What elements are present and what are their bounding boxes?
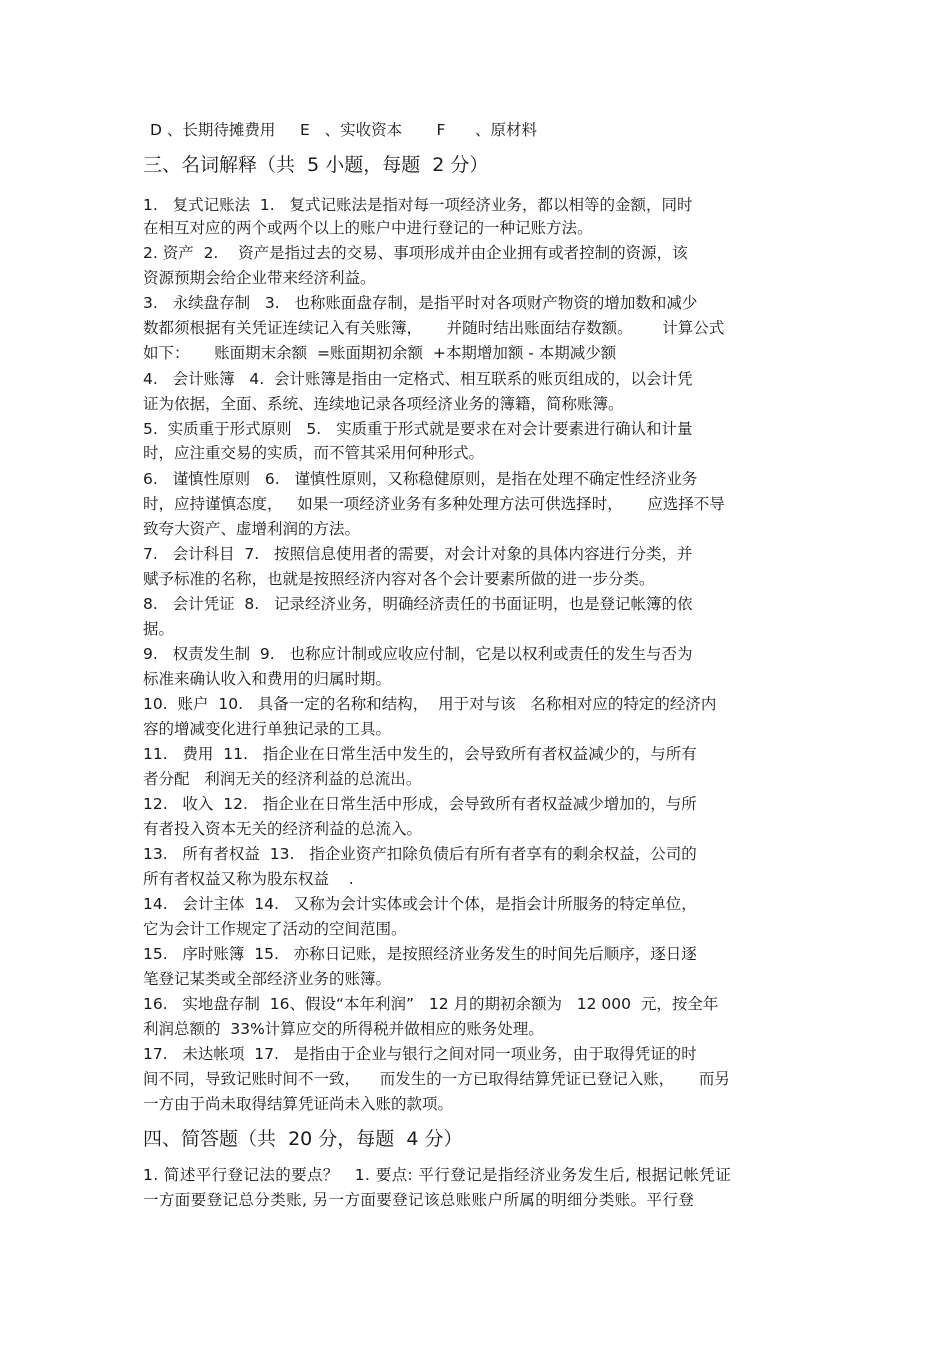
term-line: 5. 实质重于形式原则 5. 实质重于形式就是要求在对会计要素进行确认和计量 bbox=[143, 420, 693, 438]
term-line: 赋予标准的名称，也就是按照经济内容对各个会计要素所做的进一步分类。 bbox=[143, 570, 655, 588]
term-line: 时，应持谨慎态度， 如果一项经济业务有多种处理方法可供选择时， 应选择不导 bbox=[143, 495, 725, 513]
term-line: 证为依据，全面、系统、连续地记录各项经济业务的簿籍，简称账簿。 bbox=[143, 395, 624, 413]
term-line: 14. 会计主体 14. 又称为会计实体或会计个体，是指会计所服务的特定单位， bbox=[143, 895, 697, 913]
term-line: 笔登记某类或全部经济业务的账簿。 bbox=[143, 970, 392, 988]
section-4-heading: 四、简答题（共 20 分，每题 4 分） bbox=[143, 1128, 463, 1150]
term-line: 15. 序时账簿 15. 亦称日记账，是按照经济业务发生的时间先后顺序，逐日逐 bbox=[143, 945, 697, 963]
term-line: 11. 费用 11. 指企业在日常生活中发生的，会导致所有者权益减少的，与所有 bbox=[143, 745, 697, 763]
term-line: 利润总额的 33%计算应交的所得税并做相应的账务处理。 bbox=[143, 1020, 544, 1038]
term-line: 容的增减变化进行单独记录的工具。 bbox=[143, 720, 392, 738]
term-line: 时，应注重交易的实质，而不管其采用何种形式。 bbox=[143, 444, 485, 462]
term-line: 在相互对应的两个或两个以上的账户中进行登记的一种记账方法。 bbox=[143, 219, 593, 237]
term-line: 一方由于尚未取得结算凭证尚未入账的款项。 bbox=[143, 1095, 454, 1113]
term-line: 它为会计工作规定了活动的空间范围。 bbox=[143, 920, 407, 938]
term-line: 10. 账户 10. 具备一定的名称和结构， 用于对与该 名称相对应的特定的经济内 bbox=[143, 695, 717, 713]
term-line: 12. 收入 12. 指企业在日常生活中形成，会导致所有者权益减少增加的，与所 bbox=[143, 795, 697, 813]
term-line: 16. 实地盘存制 16、假设“本年利润” 12 月的期初余额为 12 000 元，按全年 bbox=[143, 995, 719, 1013]
term-line: 间不同，导致记账时间不一致， 而发生的一方已取得结算凭证已登记入账， 而另 bbox=[143, 1070, 730, 1088]
term-line: 17. 未达帐项 17. 是指由于企业与银行之间对同一项业务，由于取得凭证的时 bbox=[143, 1045, 697, 1063]
term-line: 2. 资产 2. 资产是指过去的交易、事项形成并由企业拥有或者控制的资源，该 bbox=[143, 244, 688, 262]
term-line: 如下： 账面期末余额 =账面期初余额 +本期增加额 - 本期减少额 bbox=[143, 344, 617, 362]
term-line: 标准来确认收入和费用的归属时期。 bbox=[143, 670, 392, 688]
section-3-heading: 三、名词解释（共 5 小题，每题 2 分） bbox=[143, 154, 489, 176]
term-line: 8. 会计凭证 8. 记录经济业务，明确经济责任的书面证明，也是登记帐簿的依 bbox=[143, 595, 693, 613]
term-line: 所有者权益又称为股东权益 . bbox=[143, 870, 354, 888]
term-line: 资源预期会给企业带来经济利益。 bbox=[143, 269, 376, 287]
term-line: 9. 权责发生制 9. 也称应计制或应收应付制，它是以权利或责任的发生与否为 bbox=[143, 645, 693, 663]
term-line: 有者投入资本无关的经济利益的总流入。 bbox=[143, 820, 423, 838]
term-line: 3. 永续盘存制 3. 也称账面盘存制，是指平时对各项财产物资的增加数和减少 bbox=[143, 294, 698, 312]
term-line: 4. 会计账簿 4. 会计账簿是指由一定格式、相互联系的账页组成的，以会计凭 bbox=[143, 370, 693, 388]
term-line: 1. 复式记账法 1. 复式记账法是指对每一项经济业务，都以相等的金额，同时 bbox=[143, 196, 693, 214]
term-line: 据。 bbox=[143, 620, 175, 638]
term-line: 数都须根据有关凭证连续记入有关账簿， 并随时结出账面结存数额。 计算公式 bbox=[143, 319, 725, 337]
answer-line: 1. 简述平行登记法的要点？ 1. 要点: 平行登记是指经济业务发生后, 根据记帐凭证 bbox=[143, 1166, 732, 1184]
term-line: 6. 谨慎性原则 6. 谨慎性原则，又称稳健原则，是指在处理不确定性经济业务 bbox=[143, 470, 698, 488]
answer-line: 一方面要登记总分类账, 另一方面要登记该总账账户所属的明细分类账。平行登 bbox=[143, 1191, 695, 1209]
term-line: 7. 会计科目 7. 按照信息使用者的需要，对会计对象的具体内容进行分类，并 bbox=[143, 545, 693, 563]
term-line: 致夸大资产、虚增利润的方法。 bbox=[143, 520, 361, 538]
term-line: 13. 所有者权益 13. 指企业资产扣除负债后有所有者享有的剩余权益，公司的 bbox=[143, 845, 697, 863]
options-line: D 、长期待摊费用 E 、实收资本 F 、原材料 bbox=[150, 121, 538, 139]
term-line: 者分配 利润无关的经济利益的总流出。 bbox=[143, 770, 422, 788]
